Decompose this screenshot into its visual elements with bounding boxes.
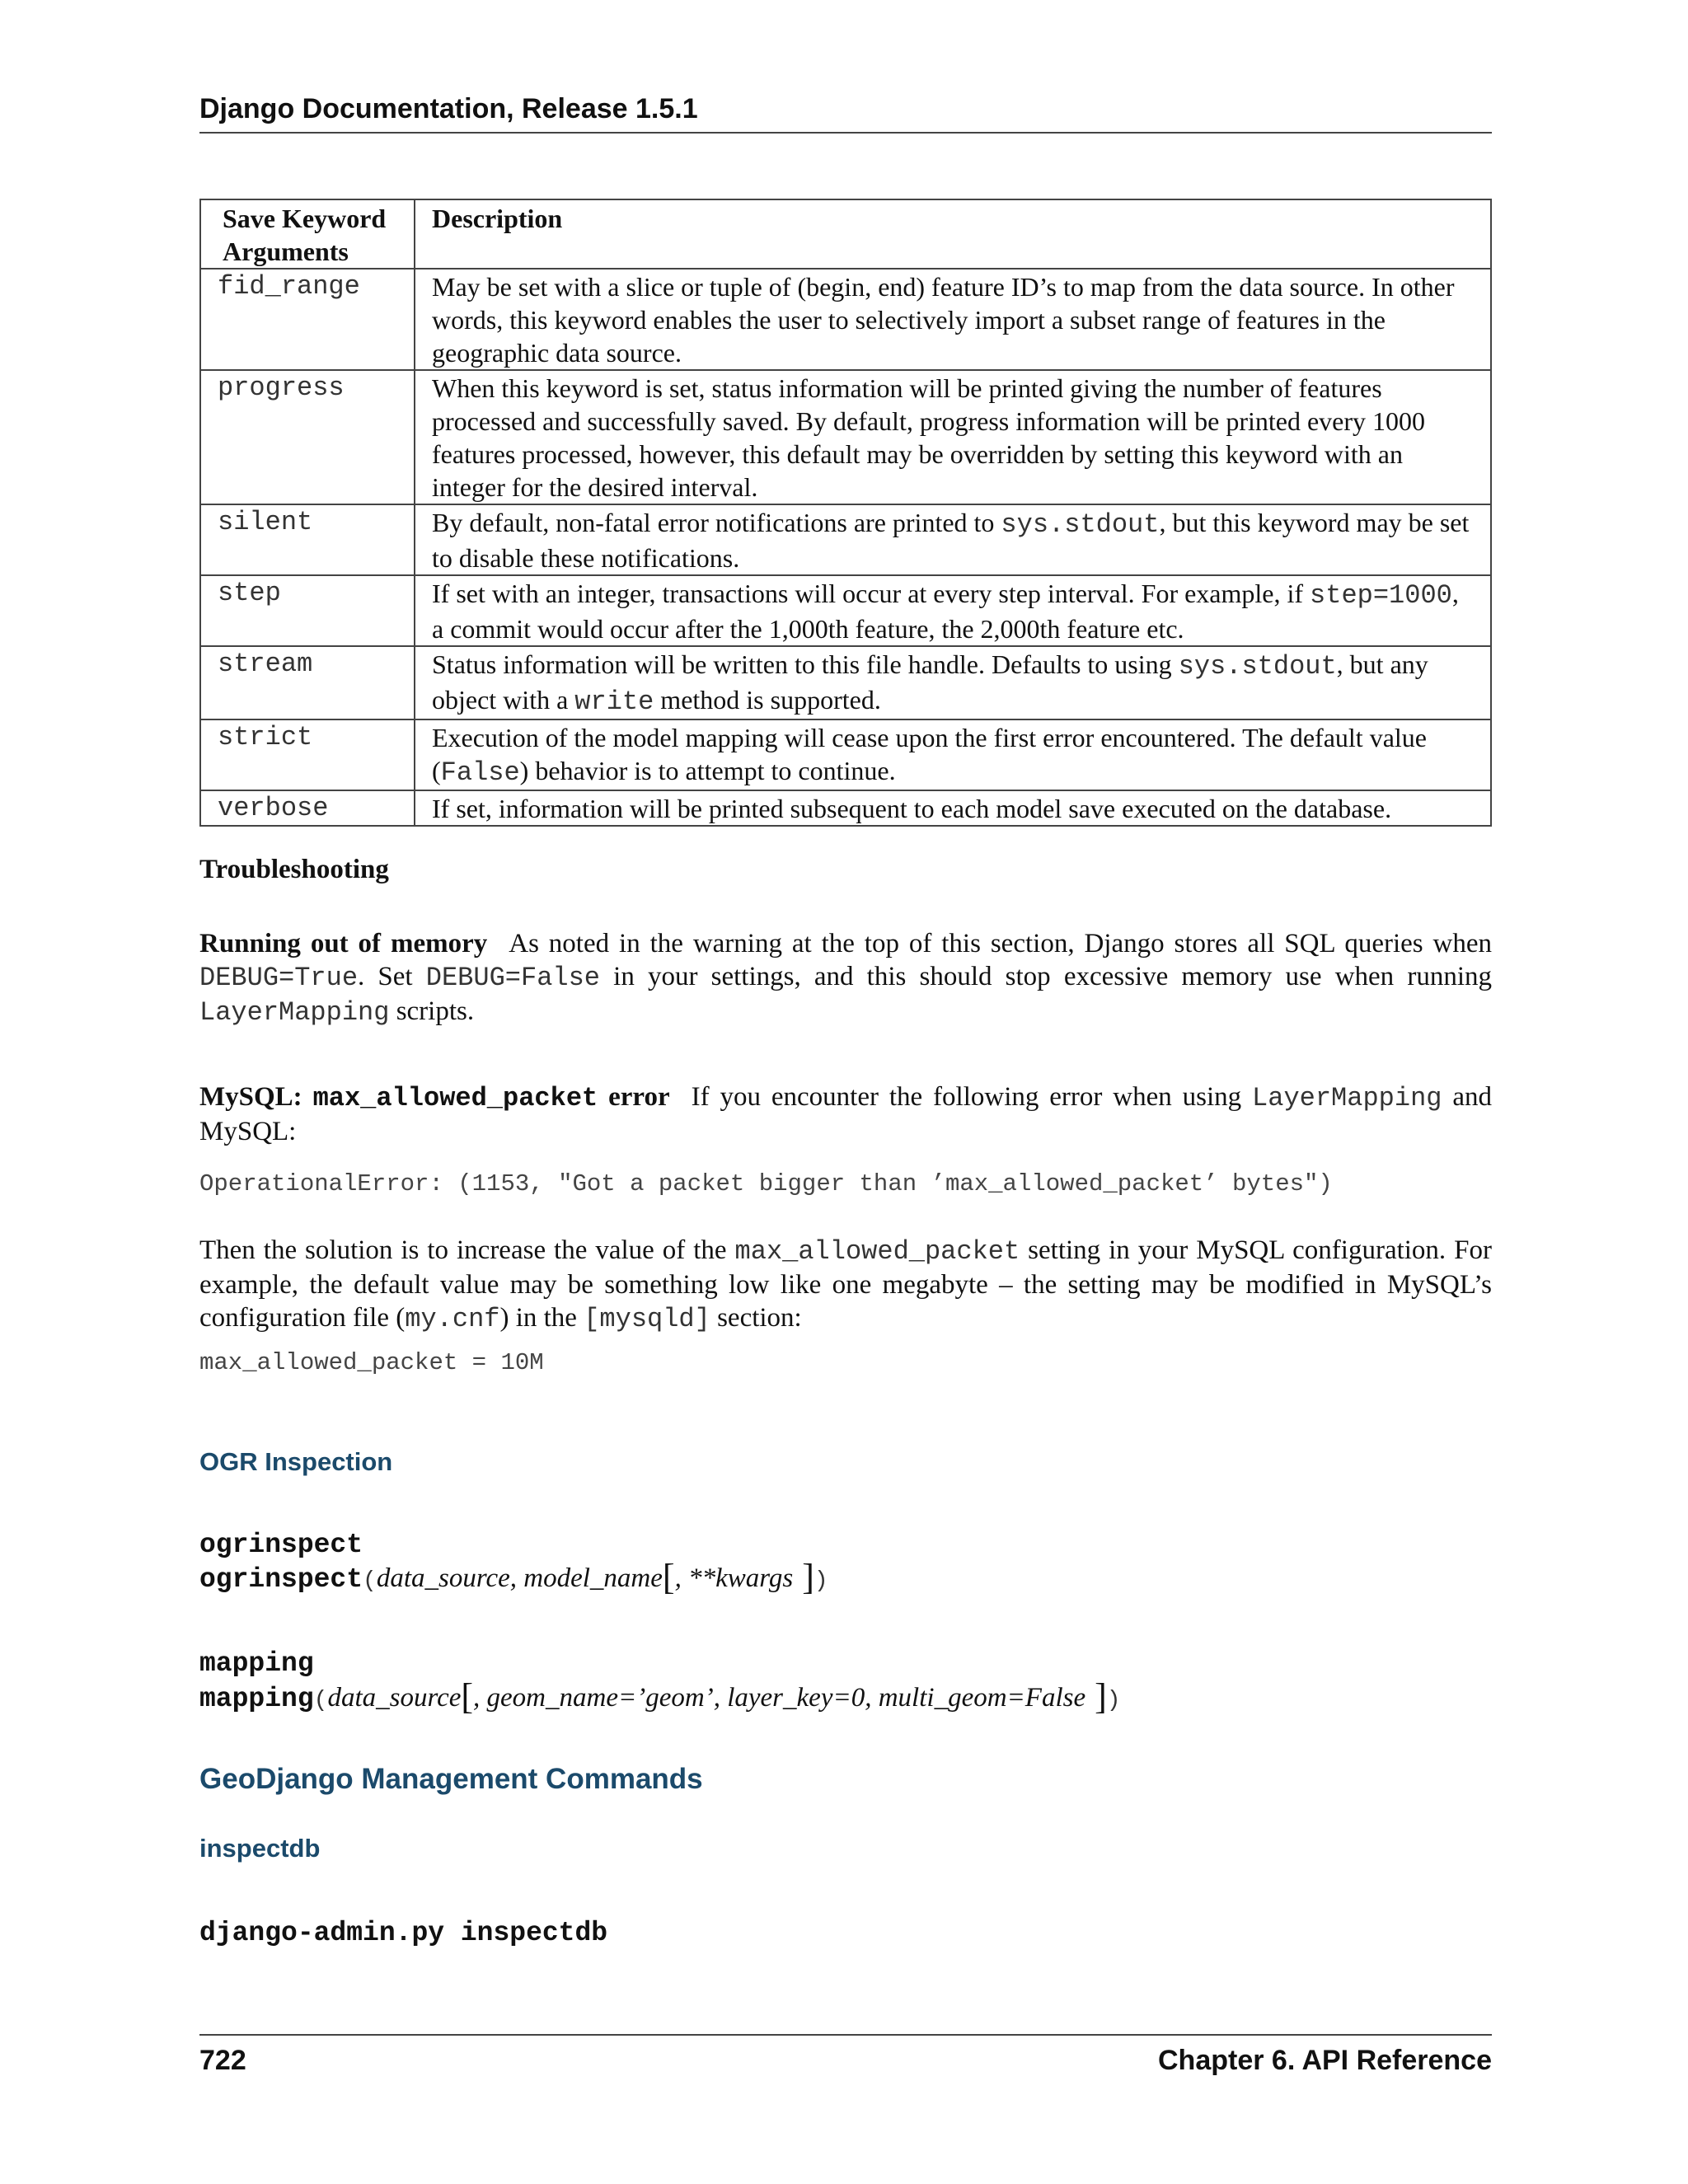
description-cell [415,719,1491,790]
inline-code: [mysqld] [584,1304,710,1334]
keyword-cell: silent [200,504,415,575]
bracket-close: ] [793,1557,814,1597]
bracket-open: [ [662,1557,675,1597]
column-header-description: Description [415,199,1491,269]
description-text: When this keyword is set, status information will be printed giving the number of features processed and successfully saved. By default, progress information will be printed every 1000 features processed, however, this default may be overridden by setting this keyword with an integer for the desired interval. [432,373,1426,502]
inspectdb-command: django-admin.py inspectdb [199,1918,608,1948]
optional-params: , **kwargs [674,1563,794,1593]
description-text: May be set with a slice or tuple of (begin, end) feature ID’s to map from the data source. In other words, this keyword enables the user to selectively import a subset range of features in the geographic data source. [432,272,1455,368]
description-text: method is supported. [654,685,881,715]
keyword-cell: progress [200,370,415,504]
page-number: 722 [199,2045,246,2076]
solution-text: ) in the [499,1303,584,1333]
table-row [200,646,1491,719]
table-row [200,269,1491,370]
description-text: By default, non-fatal error notifications are printed to [432,508,1001,537]
inline-code: DEBUG=False [425,963,600,993]
keyword-cell: verbose [200,790,415,826]
inline-code: max_allowed_packet [734,1236,1020,1267]
params: data_source, model_name [376,1563,663,1593]
error-code-block: OperationalError: (1153, "Got a packet bigger than ’max_allowed_packet’ bytes") [199,1170,1333,1197]
memory-text: As noted in the warning at the top of this section, Django stores all SQL queries when [509,929,1492,958]
bracket-close: ] [1085,1676,1107,1717]
inline-code: False [440,757,520,788]
paren-open: ( [313,1688,328,1713]
solution-text: setting in your MySQL configuration. For example, the default value may be something low like one megabyte – the setting may be modified in MySQL’s configuration file ( [199,1235,1492,1333]
memory-text: . Set [358,962,426,991]
management-commands-heading: GeoDjango Management Commands [199,1763,703,1795]
description-text: ) behavior is to attempt to continue. [519,756,896,785]
page-footer [199,2034,1492,2079]
description-cell [415,370,1491,504]
optional-params: , geom_name=’geom’, layer_key=0, multi_geom=False [473,1683,1086,1713]
column-header-keyword: Save Keyword Arguments [200,199,415,269]
mysql-text: and MySQL: [199,1082,1493,1146]
description-cell [415,269,1491,370]
paren-close: ) [814,1568,828,1594]
table-body [200,269,1491,826]
mysql-lead [199,1082,670,1112]
inline-code: sys.stdout [1001,509,1160,540]
paren-close: ) [1106,1688,1121,1713]
mapping-signature [199,1676,1121,1718]
mysql-lead-text: MySQL: [199,1082,313,1112]
solution-text: Then the solution is to increase the value of the [199,1235,735,1265]
running-header: Django Documentation, Release 1.5.1 [199,91,1492,134]
solution-paragraph [199,1234,1492,1336]
solution-text: section: [710,1303,802,1333]
mysql-lead-text: error [598,1082,670,1112]
table-row [200,719,1491,790]
mysql-paragraph [199,1080,1492,1148]
description-cell [415,504,1491,575]
description-text: , a commit would occur after the 1,000th feature, the 2,000th feature etc. [432,579,1459,644]
troubleshooting-heading: Troubleshooting [199,855,389,884]
table-row [200,790,1491,826]
description-text: Execution of the model mapping will cease upon the first error encountered. The default value ( [432,723,1427,785]
keyword-cell: strict [200,719,415,790]
keyword-cell: stream [200,646,415,719]
save-keyword-table [199,199,1492,827]
table-row [200,575,1491,646]
table-row [200,370,1491,504]
inspectdb-heading: inspectdb [199,1834,321,1863]
inline-code: max_allowed_packet [312,1083,598,1113]
inline-code: sys.stdout [1178,651,1337,682]
inline-code: LayerMapping [199,997,390,1028]
description-text: If set with an integer, transactions will occur at every step interval. For example, if [432,579,1311,608]
mysql-text: If you encounter the following error when using [691,1082,1253,1112]
ogrinspect-signature [199,1557,828,1598]
memory-paragraph [199,927,1492,1029]
inline-code: LayerMapping [1252,1083,1442,1113]
description-cell [415,575,1491,646]
description-text: If set, information will be printed subsequent to each model save executed on the database. [432,794,1392,823]
description-cell [415,646,1491,719]
memory-text: scripts. [389,996,475,1026]
chapter-title: Chapter 6. API Reference [1158,2045,1492,2076]
keyword-cell: step [200,575,415,646]
table-header-row [200,199,1491,269]
table-row [200,504,1491,575]
description-text: Status information will be written to this file handle. Defaults to using [432,649,1179,679]
paren-open: ( [363,1568,377,1594]
ogr-inspection-heading: OGR Inspection [199,1447,393,1476]
keyword-cell: fid_range [200,269,415,370]
description-cell [415,790,1491,826]
description-text: , but this keyword may be set to disable these notifications. [432,508,1470,573]
memory-text: in your settings, and this should stop excessive memory use when running [600,962,1492,991]
inline-code: write [574,687,654,717]
function-name: ogrinspect [199,1564,363,1595]
inline-code: DEBUG=True [199,963,359,993]
params: data_source [327,1683,462,1713]
inline-code: step=1000 [1310,580,1452,611]
bracket-open: [ [461,1676,474,1717]
mapping-name: mapping [199,1648,314,1679]
ogrinspect-name: ogrinspect [199,1530,363,1560]
inline-code: my.cnf [405,1304,500,1334]
function-name: mapping [199,1684,314,1714]
description-text: , but any object with a [432,649,1428,715]
memory-lead: Running out of memory [199,929,488,958]
config-code-block: max_allowed_packet = 10M [199,1349,544,1376]
